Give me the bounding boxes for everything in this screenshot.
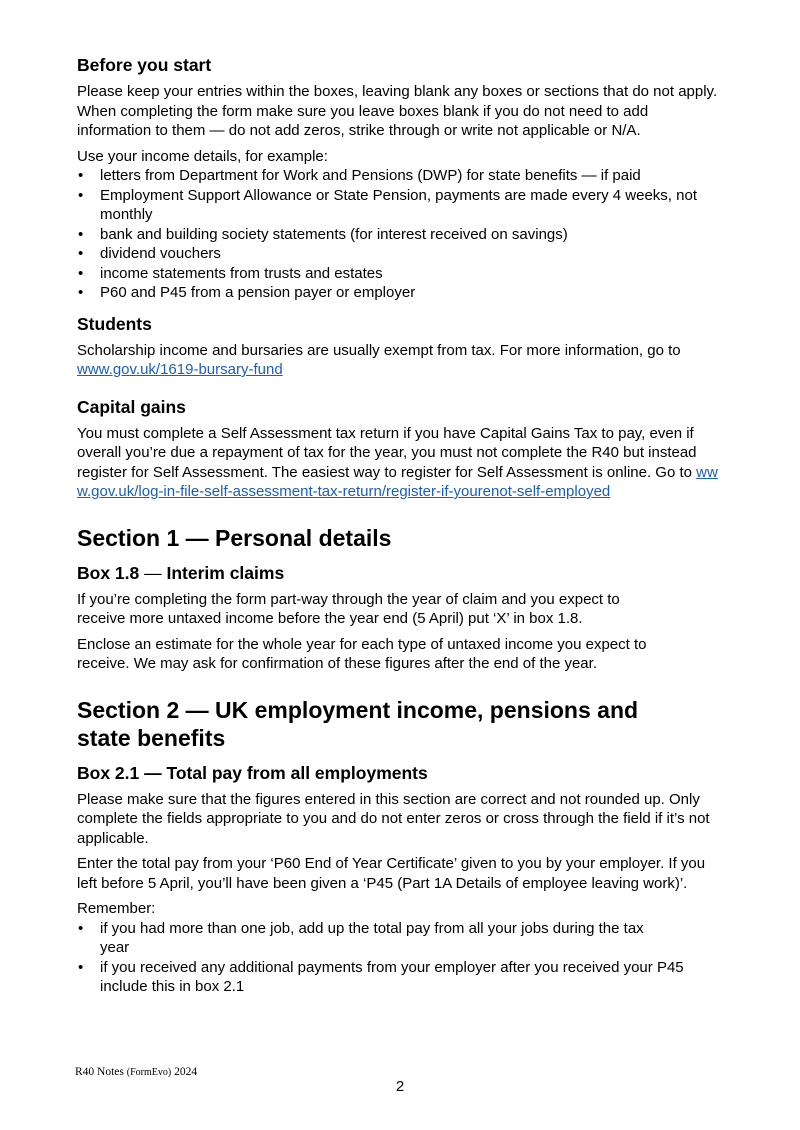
list-item: • income statements from trusts and estates	[77, 264, 727, 284]
list-item: • if you received any additional payments from your employer after you received your P45 include this in box 2.1	[77, 958, 710, 997]
capital-gains-paragraph	[77, 424, 722, 502]
list-item: • letters from Department for Work and Pensions (DWP) for state benefits — if paid	[77, 166, 727, 186]
capital-gains-text: You must complete a Self Assessment tax return if you have Capital Gains Tax to pay, even if overall you’re due a repayment of tax for the year, you must not complete the R40 but instead register for Self Assessment. The easiest way to register for Self Assessment is online. Go to	[77, 424, 697, 481]
list-item: • Employment Support Allowance or State Pension, payments are made every 4 weeks, not monthly	[77, 186, 700, 225]
footer-form-tag: (FormEvo)	[126, 1067, 172, 1078]
box-1-8-title: Interim claims	[166, 562, 285, 583]
list-item: • if you had more than one job, add up the total pay from all your jobs during the tax year	[77, 919, 670, 958]
box-1-8-heading	[77, 562, 727, 584]
employment-paragraph-2: Enter the total pay from your ‘P60 End of Year Certificate’ given to you by your employer. If you left before 5 April, you’ll have been given a ‘P45 (Part 1A Details of employee leaving work)’.	[77, 855, 706, 892]
income-details-list	[77, 166, 727, 303]
box-2-1-heading: Box 2.1 — Total pay from all employments	[77, 762, 428, 783]
list-item: • dividend vouchers	[77, 244, 727, 264]
footer-year: 2024	[174, 1066, 198, 1078]
remember-list	[77, 919, 727, 997]
section-1-heading: Section 1 — Personal details	[77, 524, 392, 551]
section-2-heading: Section 2 — UK employment income, pensions and state benefits	[77, 696, 639, 751]
heading-capital-gains: Capital gains	[77, 396, 186, 417]
document-page	[77, 54, 727, 997]
box-1-8-label: Box 1.8	[77, 562, 140, 583]
list-item: • bank and building society statements (for interest received on savings)	[77, 225, 727, 245]
register-self-assessment-link[interactable]: www.gov.uk/log-in-file-self-assessment-tax-return/register-if-yourenot-self-employed	[77, 463, 718, 500]
list-item: • P60 and P45 from a pension payer or employer	[77, 283, 727, 303]
before-paragraph-1: Please keep your entries within the boxes, leaving blank any boxes or sections that do not apply. When completing the form make sure you leave boxes blank if you do not need to add information to them — do not add zeros, strike through or write not applicable or N/A.	[77, 83, 718, 139]
heading-before-you-start: Before you start	[77, 55, 212, 75]
page-number: 2	[395, 1078, 405, 1095]
interim-claims-paragraph-2: Enclose an estimate for the whole year for each type of untaxed income you expect to receive. We may ask for confirmation of these figures after the end of the year.	[77, 635, 647, 672]
students-text: Scholarship income and bursaries are usually exempt from tax. For more information, go to	[77, 341, 681, 359]
employment-paragraph-1: Please make sure that the figures entered in this section are correct and not rounded up. Only complete the fields appropriate to you and do not enter zeros or cross through the field if it’s not applicable.	[77, 790, 710, 847]
bursary-fund-link[interactable]: www.gov.uk/1619-bursary-fund	[77, 361, 283, 378]
interim-claims-paragraph-1: If you’re completing the form part-way through the year of claim and you expect to receive more untaxed income before the year end (5 April) put ‘X’ in box 1.8.	[77, 590, 620, 627]
remember-label: Remember:	[77, 900, 156, 917]
footer-form-reference	[75, 1066, 197, 1078]
footer-text: R40 Notes	[75, 1066, 124, 1078]
students-paragraph	[77, 341, 697, 380]
before-paragraph-2: Use your income details, for example:	[77, 147, 328, 165]
heading-dash: —	[139, 562, 167, 583]
heading-students: Students	[77, 313, 152, 334]
